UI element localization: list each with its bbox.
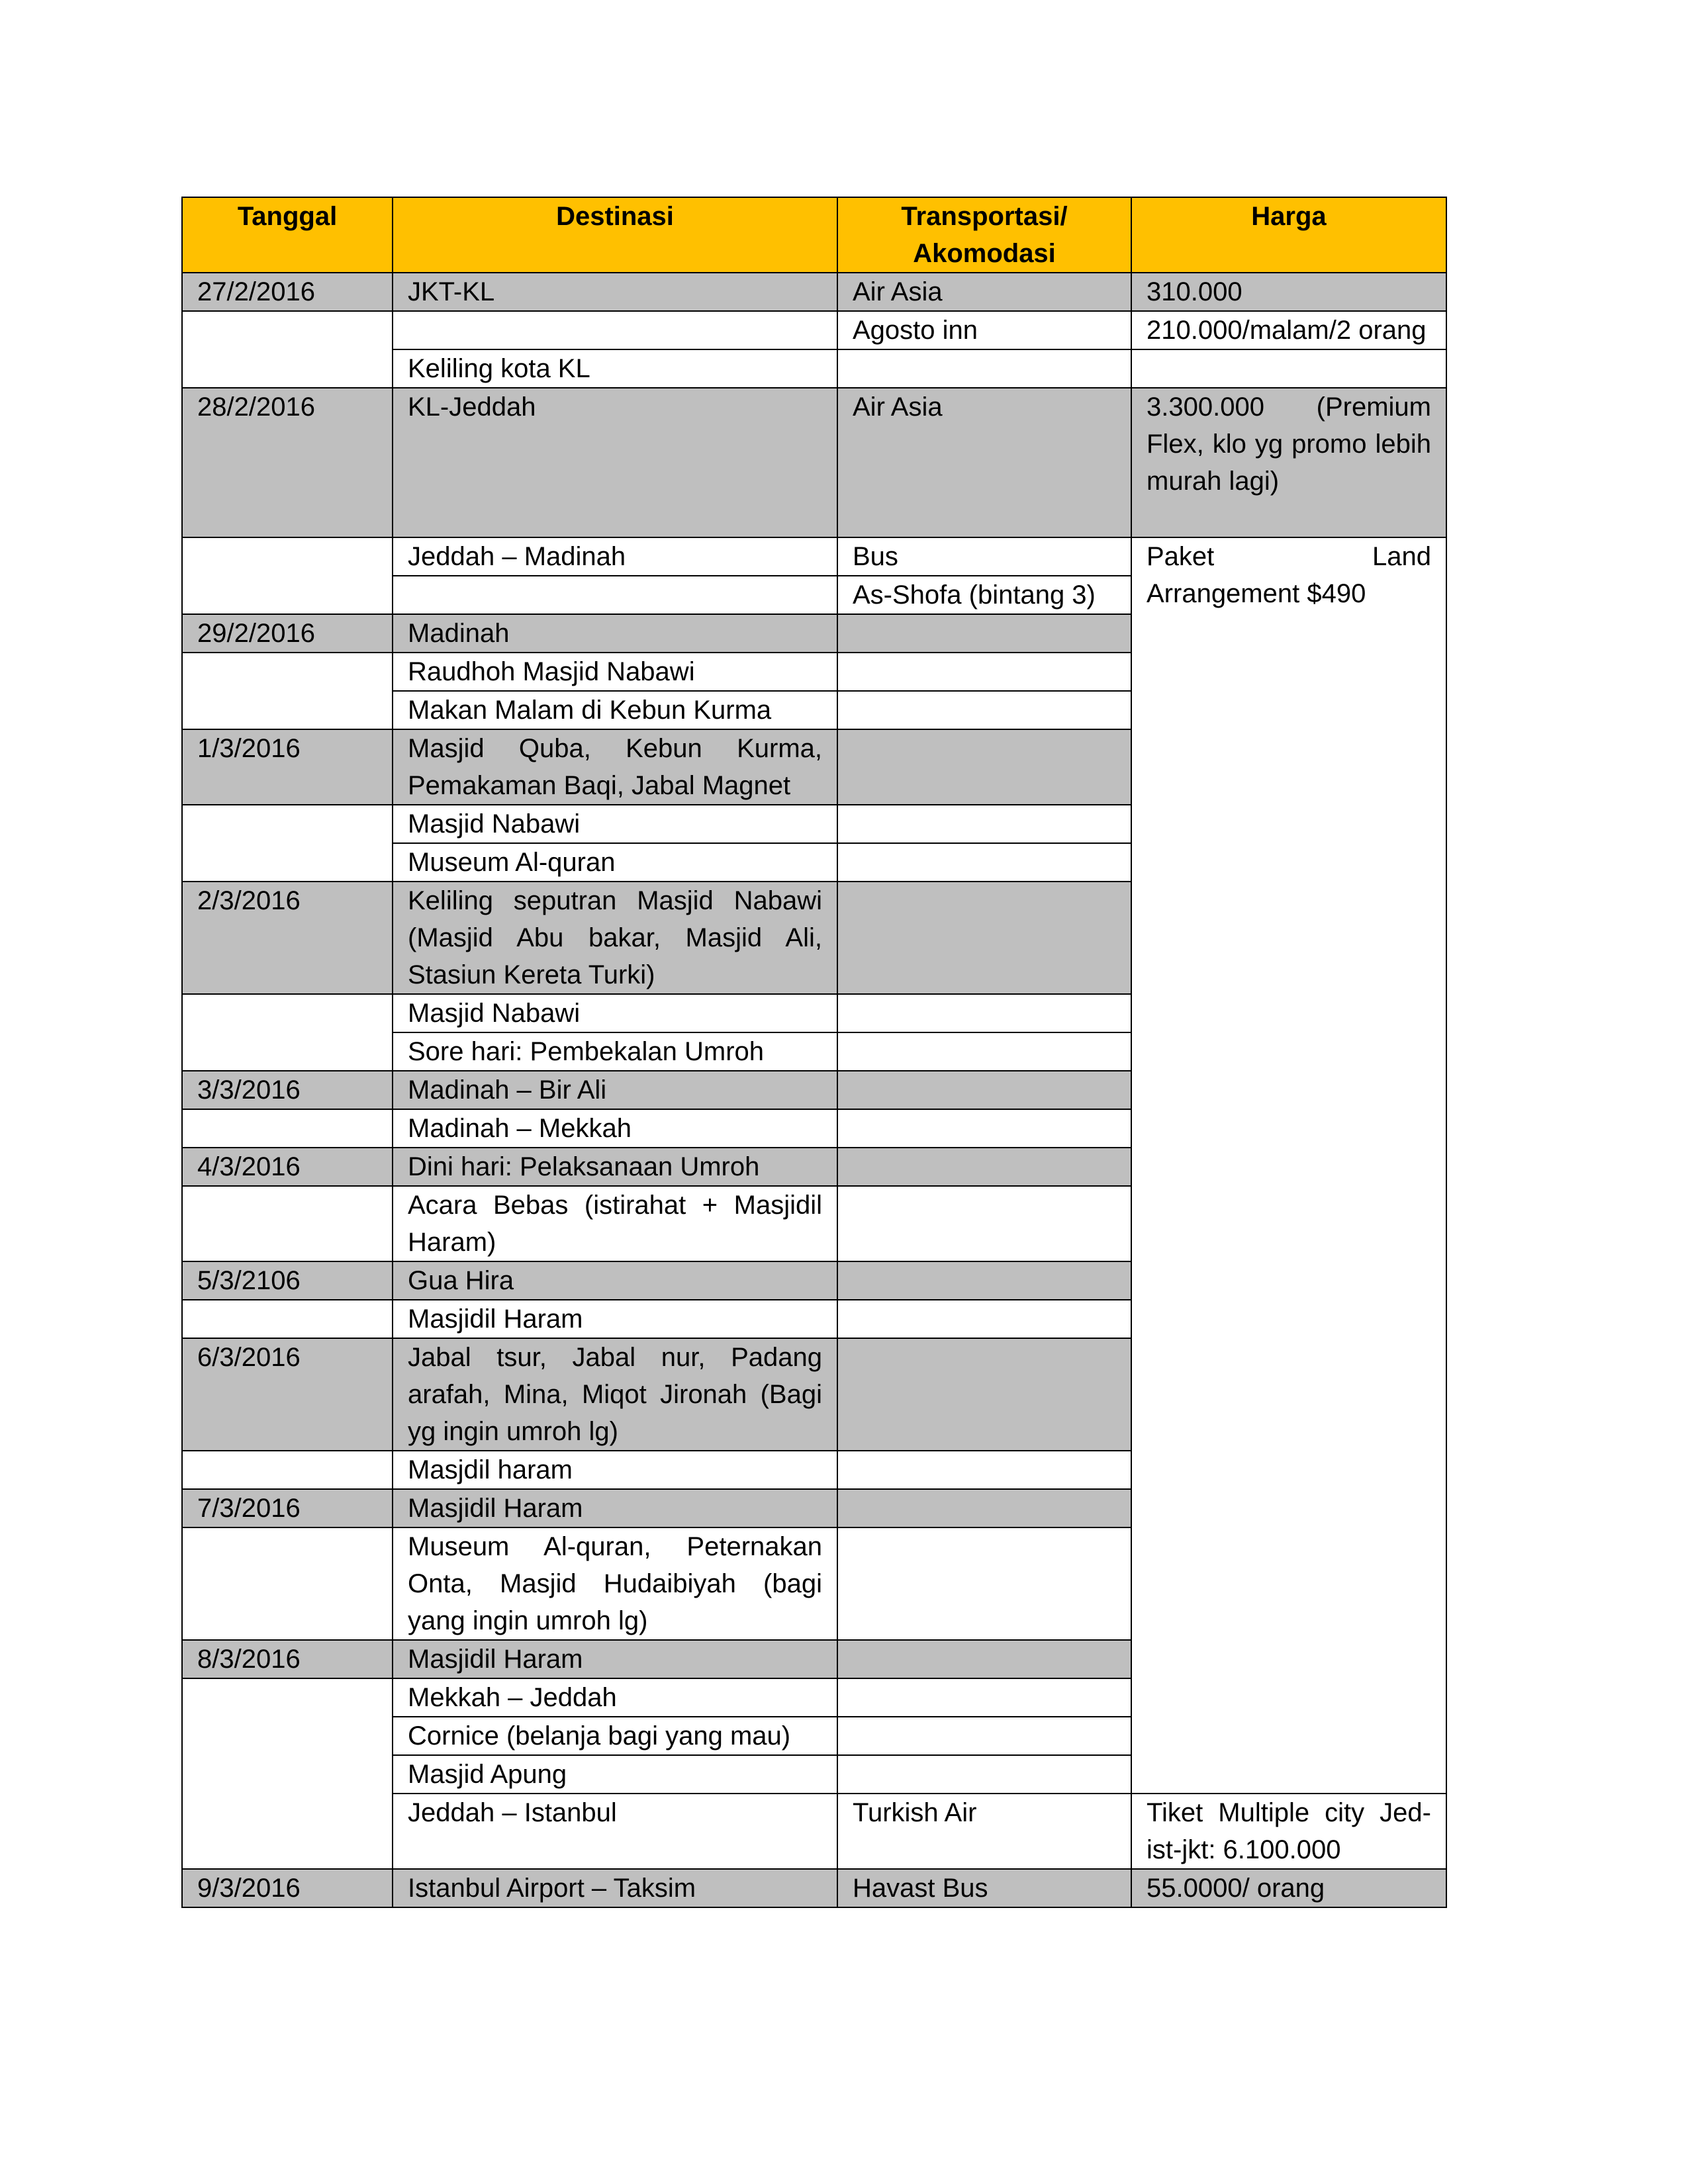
- table-row: [182, 311, 1446, 349]
- cell-transport: [837, 349, 1131, 388]
- cell-destination: Acara Bebas (istirahat + Masjidil Haram): [393, 1186, 837, 1261]
- cell-date: [182, 311, 393, 388]
- cell-destination: Museum Al-quran, Peternakan Onta, Masjid Hudaibiyah (bagi yang ingin umroh lg): [393, 1527, 837, 1640]
- cell-price: 310.000: [1131, 273, 1446, 311]
- cell-date: [182, 1678, 393, 1869]
- cell-date: [182, 653, 393, 729]
- cell-date: [182, 1451, 393, 1489]
- cell-date: 27/2/2016: [182, 273, 393, 311]
- cell-transport: Havast Bus: [837, 1869, 1131, 1907]
- cell-transport: Air Asia: [837, 388, 1131, 537]
- cell-date: 28/2/2016: [182, 388, 393, 537]
- cell-destination: Keliling kota KL: [393, 349, 837, 388]
- cell-transport: [837, 1032, 1131, 1071]
- cell-date: 7/3/2016: [182, 1489, 393, 1527]
- cell-transport: [837, 994, 1131, 1032]
- cell-destination: Masjid Nabawi: [393, 994, 837, 1032]
- itinerary-table: [181, 197, 1447, 1908]
- cell-destination: Madinah – Bir Ali: [393, 1071, 837, 1109]
- cell-date: [182, 994, 393, 1071]
- cell-price: 3.300.000 (Premium Flex, klo yg promo lebih murah lagi): [1131, 388, 1446, 537]
- cell-transport: [837, 1261, 1131, 1300]
- header-destinasi: Destinasi: [393, 197, 837, 273]
- cell-date: 2/3/2016: [182, 882, 393, 994]
- header-tanggal: Tanggal: [182, 197, 393, 273]
- cell-destination: Museum Al-quran: [393, 843, 837, 882]
- cell-transport: [837, 1148, 1131, 1186]
- cell-transport: [837, 1109, 1131, 1148]
- cell-destination: Jabal tsur, Jabal nur, Padang arafah, Mina, Miqot Jironah (Bagi yg ingin umroh lg): [393, 1338, 837, 1451]
- cell-destination: [393, 576, 837, 614]
- cell-date: 9/3/2016: [182, 1869, 393, 1907]
- cell-destination: Masjid Quba, Kebun Kurma, Pemakaman Baqi, Jabal Magnet: [393, 729, 837, 805]
- cell-destination: Raudhoh Masjid Nabawi: [393, 653, 837, 691]
- cell-transport: [837, 729, 1131, 805]
- cell-transport: Bus: [837, 537, 1131, 576]
- cell-transport: [837, 1451, 1131, 1489]
- cell-destination: Sore hari: Pembekalan Umroh: [393, 1032, 837, 1071]
- cell-transport: [837, 1755, 1131, 1794]
- cell-transport: [837, 1338, 1131, 1451]
- cell-transport: [837, 1640, 1131, 1678]
- cell-destination: Masjid Apung: [393, 1755, 837, 1794]
- cell-transport: [837, 653, 1131, 691]
- cell-date: [182, 1186, 393, 1261]
- cell-transport: [837, 1186, 1131, 1261]
- cell-destination: Jeddah – Madinah: [393, 537, 837, 576]
- cell-destination: JKT-KL: [393, 273, 837, 311]
- cell-transport: Turkish Air: [837, 1794, 1131, 1869]
- cell-transport: Agosto inn: [837, 311, 1131, 349]
- cell-destination: Keliling seputran Masjid Nabawi (Masjid Abu bakar, Masjid Ali, Stasiun Kereta Turki): [393, 882, 837, 994]
- header-harga: Harga: [1131, 197, 1446, 273]
- cell-date: [182, 1300, 393, 1338]
- cell-transport: [837, 1678, 1131, 1717]
- cell-destination: Jeddah – Istanbul: [393, 1794, 837, 1869]
- cell-date: 5/3/2106: [182, 1261, 393, 1300]
- cell-price: [1131, 349, 1446, 388]
- cell-destination: Dini hari: Pelaksanaan Umroh: [393, 1148, 837, 1186]
- cell-destination: Masjidil Haram: [393, 1489, 837, 1527]
- cell-transport: [837, 882, 1131, 994]
- cell-destination: Masjidil Haram: [393, 1640, 837, 1678]
- table-row: [182, 1869, 1446, 1907]
- cell-transport: [837, 691, 1131, 729]
- table-row: [182, 388, 1446, 537]
- cell-price: 55.0000/ orang: [1131, 1869, 1446, 1907]
- cell-transport: Air Asia: [837, 273, 1131, 311]
- cell-destination: Mekkah – Jeddah: [393, 1678, 837, 1717]
- cell-date: [182, 805, 393, 882]
- cell-price: Tiket Multiple city Jed-ist-jkt: 6.100.000: [1131, 1794, 1446, 1869]
- cell-destination: [393, 311, 837, 349]
- header-row: [182, 197, 1446, 273]
- cell-date: [182, 1109, 393, 1148]
- cell-destination: Madinah: [393, 614, 837, 653]
- table-row: [182, 537, 1446, 576]
- cell-price: 210.000/malam/2 orang: [1131, 311, 1446, 349]
- cell-price-land-arrangement: Paket Land Arrangement $490: [1131, 537, 1446, 1794]
- cell-transport: [837, 805, 1131, 843]
- cell-destination: Masjdil haram: [393, 1451, 837, 1489]
- cell-date: 29/2/2016: [182, 614, 393, 653]
- cell-transport: [837, 1300, 1131, 1338]
- cell-date: [182, 1527, 393, 1640]
- cell-destination: Cornice (belanja bagi yang mau): [393, 1717, 837, 1755]
- cell-date: 4/3/2016: [182, 1148, 393, 1186]
- cell-destination: KL-Jeddah: [393, 388, 837, 537]
- cell-destination: Madinah – Mekkah: [393, 1109, 837, 1148]
- cell-destination: Gua Hira: [393, 1261, 837, 1300]
- cell-destination: Masjid Nabawi: [393, 805, 837, 843]
- table-row: [182, 273, 1446, 311]
- cell-date: [182, 537, 393, 614]
- cell-destination: Istanbul Airport – Taksim: [393, 1869, 837, 1907]
- cell-transport: [837, 1071, 1131, 1109]
- cell-transport: [837, 1527, 1131, 1640]
- cell-date: 1/3/2016: [182, 729, 393, 805]
- cell-date: 6/3/2016: [182, 1338, 393, 1451]
- cell-transport: [837, 614, 1131, 653]
- cell-transport: [837, 843, 1131, 882]
- cell-transport: As-Shofa (bintang 3): [837, 576, 1131, 614]
- cell-transport: [837, 1717, 1131, 1755]
- cell-date: 3/3/2016: [182, 1071, 393, 1109]
- header-transportasi: Transportasi/ Akomodasi: [837, 197, 1131, 273]
- cell-destination: Masjidil Haram: [393, 1300, 837, 1338]
- cell-transport: [837, 1489, 1131, 1527]
- cell-destination: Makan Malam di Kebun Kurma: [393, 691, 837, 729]
- cell-date: 8/3/2016: [182, 1640, 393, 1678]
